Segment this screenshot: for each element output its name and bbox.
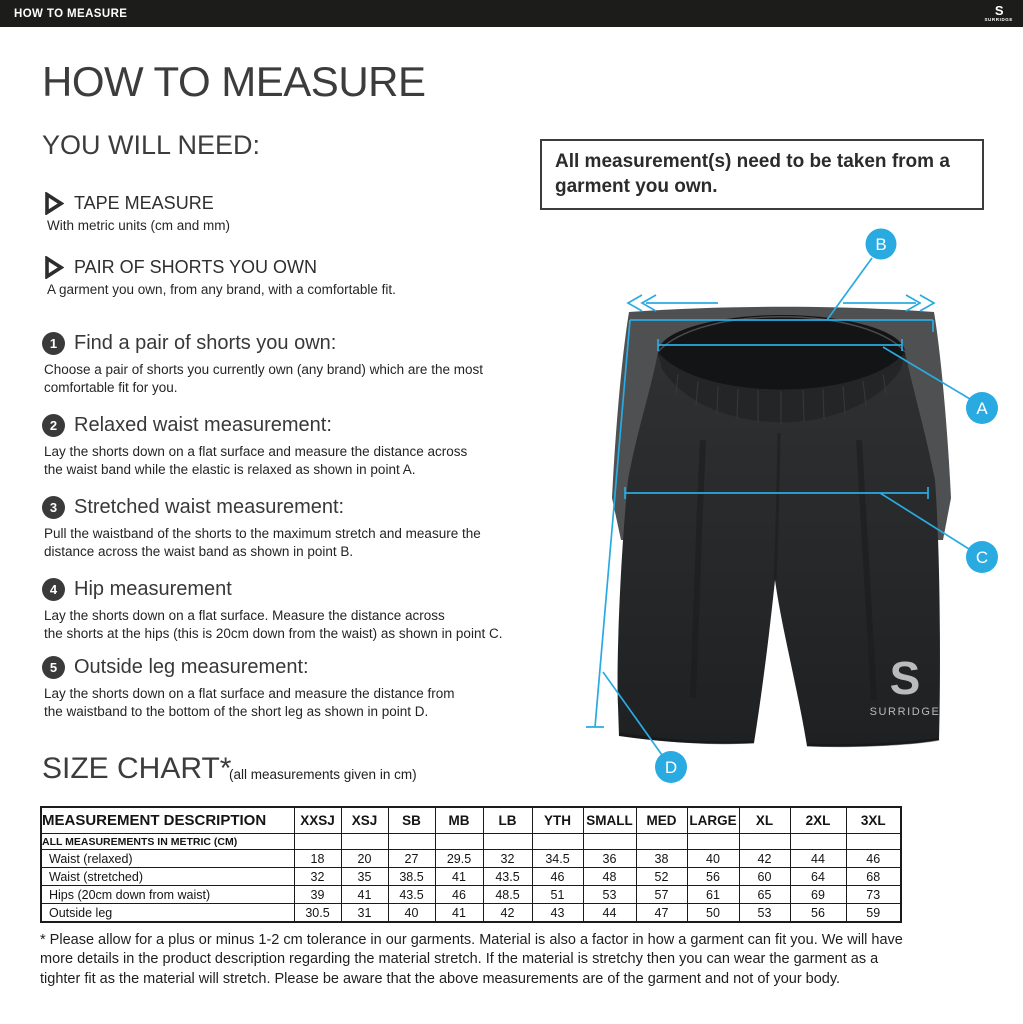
- need-item-label: TAPE MEASURE: [74, 193, 214, 213]
- cell: 40: [388, 904, 435, 923]
- cell: 46: [846, 850, 901, 868]
- row-label: Waist (stretched): [41, 868, 294, 886]
- metric-note-row: [41, 834, 901, 850]
- cell: 64: [790, 868, 846, 886]
- cell: 35: [341, 868, 388, 886]
- step-body: Choose a pair of shorts you currently own (any brand) which are the most comfortable fit for you.: [44, 362, 483, 395]
- step-body: Lay the shorts down on a flat surface and measure the distance from the waistband to the bottom of the short leg as shown in point D.: [44, 686, 455, 719]
- step-2: [42, 414, 542, 479]
- table-row-outside-leg: [41, 904, 901, 923]
- cell: 29.5: [435, 850, 483, 868]
- empty-cell: [388, 834, 435, 850]
- step-1: [42, 332, 542, 397]
- step-4: [42, 578, 542, 643]
- marker-a-label: A: [976, 399, 988, 418]
- cell: 41: [435, 904, 483, 923]
- need-item-description: A garment you own, from any brand, with a comfortable fit.: [47, 282, 396, 297]
- col-header-size: XSJ: [341, 807, 388, 834]
- cell: 46: [435, 886, 483, 904]
- top-bar: [0, 0, 1023, 27]
- need-item-shorts: [44, 256, 396, 297]
- cell: 68: [846, 868, 901, 886]
- garment-logo-icon: S: [889, 652, 921, 704]
- cell: 48: [583, 868, 636, 886]
- cell: 41: [435, 868, 483, 886]
- cell: 57: [636, 886, 687, 904]
- step-title: Stretched waist measurement:: [74, 496, 345, 518]
- cell: 59: [846, 904, 901, 923]
- surridge-logo-icon: S: [994, 3, 1003, 19]
- cell: 43.5: [388, 886, 435, 904]
- cell: 73: [846, 886, 901, 904]
- size-chart-heading: SIZE CHART*: [42, 752, 232, 785]
- triangle-bullet-icon: [44, 256, 64, 279]
- cell: 44: [583, 904, 636, 923]
- table-row-hips: [41, 886, 901, 904]
- metric-note-cell: ALL MEASUREMENTS IN METRIC (CM): [41, 834, 294, 850]
- marker-d-label: D: [664, 758, 678, 777]
- marker-c-label: C: [975, 548, 989, 567]
- col-header-size: YTH: [532, 807, 583, 834]
- step-title: Hip measurement: [74, 578, 232, 600]
- empty-cell: [532, 834, 583, 850]
- cell: 27: [388, 850, 435, 868]
- surridge-logo-text: SURRIDGE: [984, 17, 1013, 23]
- cell: 43.5: [483, 868, 532, 886]
- cell: 65: [739, 886, 790, 904]
- col-header-description: MEASUREMENT DESCRIPTION: [41, 807, 294, 834]
- cell: 38: [636, 850, 687, 868]
- cell: 56: [790, 904, 846, 923]
- col-header-size: LB: [483, 807, 532, 834]
- cell: 47: [636, 904, 687, 923]
- size-chart-header-row: [41, 807, 901, 834]
- cell: 30.5: [294, 904, 341, 923]
- step-number-badge: 1: [42, 332, 65, 355]
- size-chart-subheading: (all measurements given in cm): [229, 767, 417, 782]
- step-number-badge: 2: [42, 414, 65, 437]
- empty-cell: [483, 834, 532, 850]
- note-line: garment you own.: [555, 176, 718, 198]
- step-5: [42, 656, 542, 721]
- step-body: Lay the shorts down on a flat surface. Measure the distance across the shorts at the hips (this is 20cm down from the waist) as shown in point C.: [44, 608, 503, 641]
- col-header-size: XL: [739, 807, 790, 834]
- need-item-tape-measure: [44, 192, 230, 233]
- table-row-waist-relaxed: [41, 850, 901, 868]
- step-3: [42, 496, 542, 561]
- surridge-logo: [984, 4, 1013, 23]
- cell: 42: [483, 904, 532, 923]
- need-item-description: With metric units (cm and mm): [47, 218, 231, 233]
- cell: 36: [583, 850, 636, 868]
- marker-b-label: B: [875, 235, 887, 254]
- col-header-size: MB: [435, 807, 483, 834]
- col-header-size: 3XL: [846, 807, 901, 834]
- disclaimer-text: * Please allow for a plus or minus 1-2 cm tolerance in our garments. Material is also a factor in how a garment can fit you. We will have more details in the product description regarding the material stretch. If the material is stretchy then you can wear the garment as a tighter fit as the material will stretch. Please be aware that the above measurements are of the garment and not of your body.: [40, 932, 903, 987]
- step-title: Find a pair of shorts you own:: [74, 332, 337, 354]
- cell: 50: [687, 904, 739, 923]
- row-label: Hips (20cm down from waist): [41, 886, 294, 904]
- empty-cell: [790, 834, 846, 850]
- empty-cell: [294, 834, 341, 850]
- topbar-title: HOW TO MEASURE: [14, 7, 128, 20]
- cell: 43: [532, 904, 583, 923]
- note-line: All measurement(s) need to be taken from a: [555, 151, 950, 172]
- cell: 48.5: [483, 886, 532, 904]
- table-row-waist-stretched: [41, 868, 901, 886]
- cell: 34.5: [532, 850, 583, 868]
- triangle-bullet-icon: [44, 192, 64, 215]
- cell: 51: [532, 886, 583, 904]
- row-label: Waist (relaxed): [41, 850, 294, 868]
- cell: 20: [341, 850, 388, 868]
- cell: 56: [687, 868, 739, 886]
- step-title: Outside leg measurement:: [74, 656, 309, 678]
- col-header-size: XXSJ: [294, 807, 341, 834]
- empty-cell: [687, 834, 739, 850]
- step-body: Pull the waistband of the shorts to the maximum stretch and measure the distance across the waist band as shown in point B.: [44, 526, 481, 559]
- step-title: Relaxed waist measurement:: [74, 414, 332, 436]
- empty-cell: [583, 834, 636, 850]
- col-header-size: SB: [388, 807, 435, 834]
- cell: 38.5: [388, 868, 435, 886]
- cell: 52: [636, 868, 687, 886]
- cell: 69: [790, 886, 846, 904]
- cell: 60: [739, 868, 790, 886]
- shorts-diagram-svg: [583, 228, 1023, 803]
- size-chart-table: [40, 806, 902, 923]
- empty-cell: [341, 834, 388, 850]
- cell: 18: [294, 850, 341, 868]
- cell: 31: [341, 904, 388, 923]
- col-header-size: LARGE: [687, 807, 739, 834]
- cell: 32: [294, 868, 341, 886]
- shorts-measurement-diagram: [583, 228, 1023, 803]
- step-number-badge: 5: [42, 656, 65, 679]
- empty-cell: [739, 834, 790, 850]
- cell: 61: [687, 886, 739, 904]
- col-header-size: MED: [636, 807, 687, 834]
- col-header-size: 2XL: [790, 807, 846, 834]
- cell: 42: [739, 850, 790, 868]
- cell: 44: [790, 850, 846, 868]
- cell: 41: [341, 886, 388, 904]
- empty-cell: [636, 834, 687, 850]
- empty-cell: [846, 834, 901, 850]
- page-title: HOW TO MEASURE: [42, 58, 426, 105]
- garment-logo-text: SURRIDGE: [869, 706, 941, 718]
- cell: 32: [483, 850, 532, 868]
- row-label: Outside leg: [41, 904, 294, 923]
- step-number-badge: 3: [42, 496, 65, 519]
- col-header-size: SMALL: [583, 807, 636, 834]
- cell: 46: [532, 868, 583, 886]
- step-body: Lay the shorts down on a flat surface and measure the distance across the waist band while the elastic is relaxed as shown in point A.: [44, 444, 468, 477]
- step-number-badge: 4: [42, 578, 65, 601]
- empty-cell: [435, 834, 483, 850]
- cell: 53: [583, 886, 636, 904]
- need-item-label: PAIR OF SHORTS YOU OWN: [74, 257, 318, 277]
- measurement-note-box: [540, 139, 984, 210]
- cell: 40: [687, 850, 739, 868]
- you-will-need-heading: YOU WILL NEED:: [42, 130, 261, 160]
- cell: 39: [294, 886, 341, 904]
- cell: 53: [739, 904, 790, 923]
